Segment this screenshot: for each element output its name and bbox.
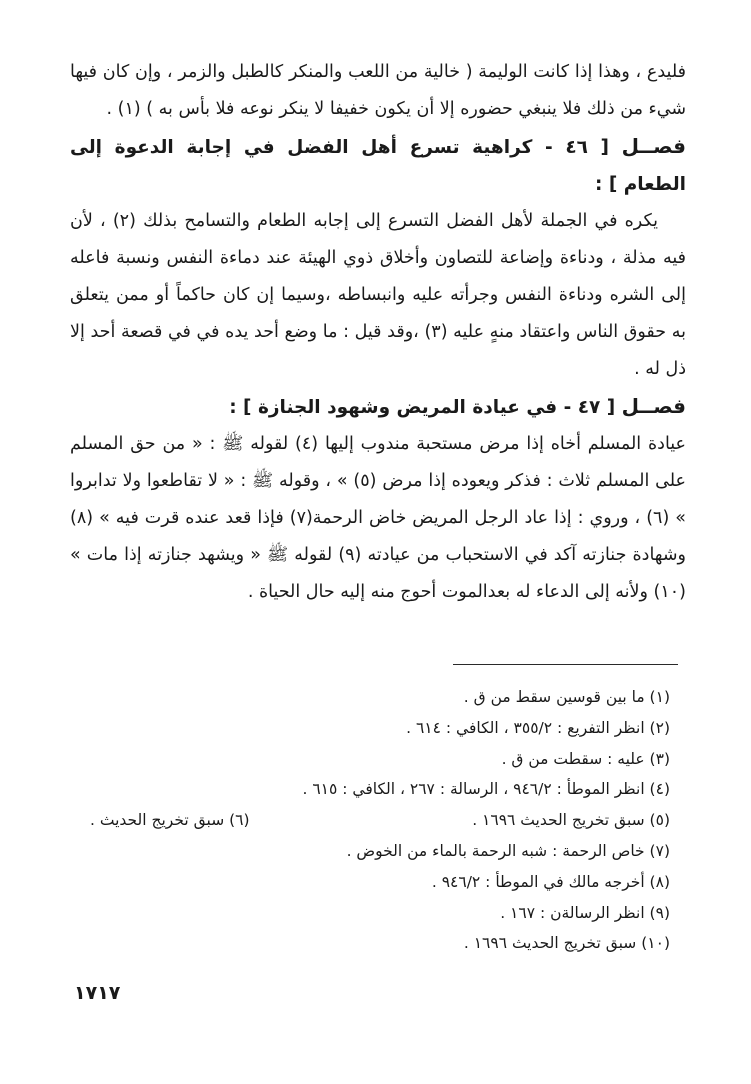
- footnote: (٢) انظر التفريع : ٣٥٥/٢ ، الكافي : ٦١٤ .: [406, 718, 670, 737]
- footnote: (١٠) سبق تخريج الحديث ١٦٩٦ .: [463, 934, 670, 953]
- section-47-label: فصــل: [621, 394, 686, 418]
- section-46-body: يكره في الجملة لأهل الفضل التسرع إلى إجابه الطعام والتسامح بذلك (٢) ، لأن فيه مذلة ، ودناءة وإضاعة للتصاون وأخلاق ذوي الهيئة عند دماءة النفس ونسبة فاعله إلى الشره ودناءة النفس وجرأته عليه وانبساطه ،وسيما إن كان حاكماً أو ممن يتعلق به حقوق الناس واعتقاد منهٍ عليه (٣) ،وقد قيل : ما وضع أحد يده في في قصعة أحد إلا ذل له .: [70, 211, 686, 379]
- section-47-heading: [70, 388, 686, 426]
- footnote: (٨) أخرجه مالك في الموطأ : ٩٤٦/٢ .: [431, 872, 670, 891]
- paragraph-continuation: فليدع ، وهذا إذا كانت الوليمة ( خالية من اللعب والمنكر كالطبل والزمر ، وإن كان فيها شيء من ذلك فلا ينبغي حضوره إلا أن يكون خفيفا لا ينكر نوعه فلا بأس به ) (١) .: [70, 62, 686, 119]
- page-number: ١٧١٧: [74, 982, 121, 1004]
- footnotes: [90, 682, 670, 959]
- footnote: (١) ما بين قوسين سقط من ق .: [463, 688, 670, 706]
- main-text: [70, 54, 686, 611]
- section-47-title: [ ٤٧ - في عيادة المريض وشهود الجنازة ] :: [229, 397, 616, 418]
- footnote: (٩) انظر الرسالةن : ١٦٧ .: [500, 903, 670, 922]
- footnote-row: [90, 805, 670, 836]
- section-46-label: فصــل: [621, 134, 686, 158]
- section-46-heading: [70, 128, 686, 203]
- footnote: (٧) خاص الرحمة : شبه الرحمة بالماء من الخوض .: [346, 841, 670, 860]
- footnote-divider: [453, 664, 678, 665]
- footnote: (٥) سبق تخريج الحديث ١٦٩٦ .: [472, 811, 670, 830]
- section-46-title: [ ٤٦ - كراهية تسرع أهل الفضل في إجابة الدعوة إلى الطعام ] :: [70, 137, 686, 195]
- footnote: (٤) انظر الموطأ : ٩٤٦/٢ ، الرسالة : ٢٦٧ ، الكافي : ٦١٥ .: [302, 780, 670, 799]
- footnote: (٣) عليه : سقطت من ق .: [501, 749, 670, 768]
- footnote: (٦) سبق تخريج الحديث .: [90, 811, 250, 830]
- section-47-body: عيادة المسلم أخاه إذا مرض مستحبة مندوب إليها (٤) لقوله ﷺ : « من حق المسلم على المسلم ثلاث : فذكر ويعوده إذا مرض (٥) » ، وقوله ﷺ : « لا تقاطعوا ولا تدابروا » (٦) ، وروي : إذا عاد الرجل المريض خاض الرحمة(٧) فإذا قعد عنده قرت فيه » (٨) وشهادة جنازته آكد في الاستحباب من عيادته (٩) لقوله ﷺ « ويشهد جنازته إذا مات » (١٠) ولأنه إلى الدعاء له بعدالموت أحوج منه إليه حال الحياة .: [70, 434, 686, 602]
